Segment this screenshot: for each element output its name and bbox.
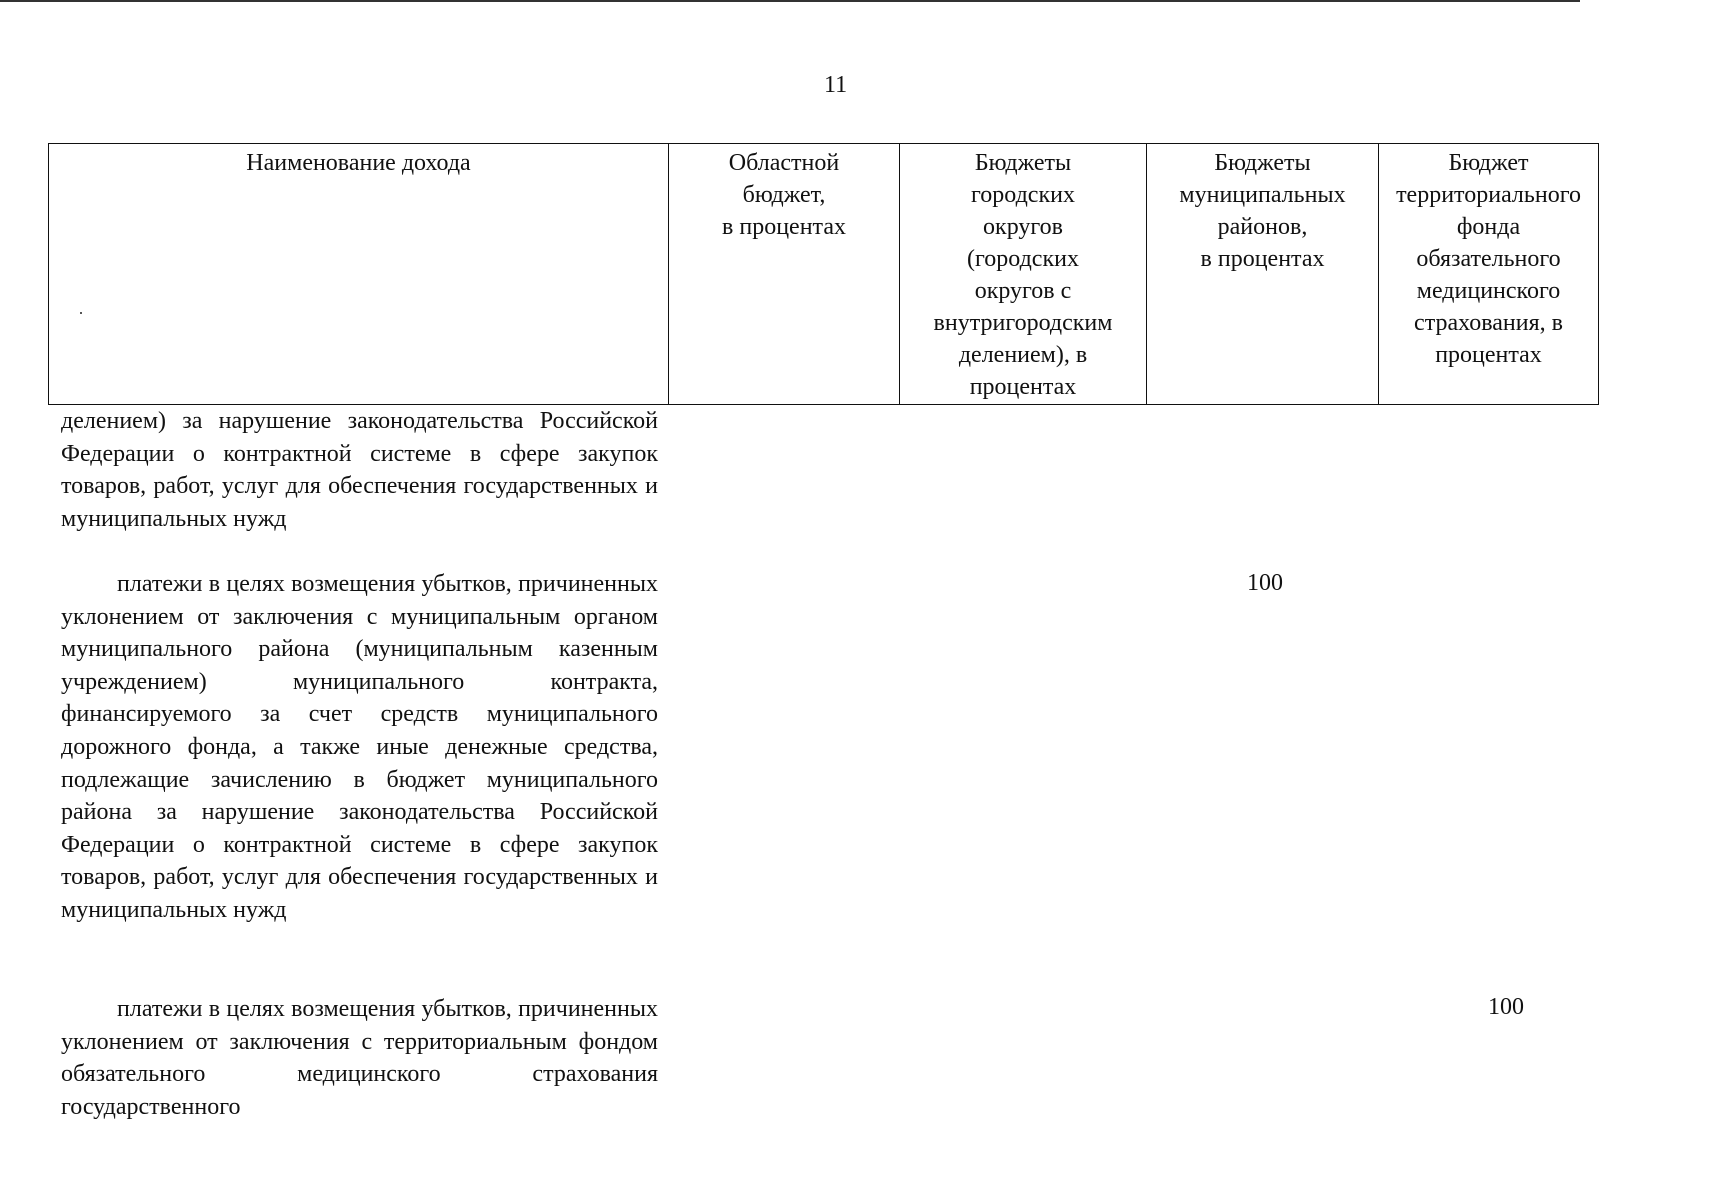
row-1-description: делением) за нарушение законодательства Российской Федерации о контрактной системе в сфере закупок товаров, работ, услуг для обеспечения государственных и муниципальных нужд (61, 408, 658, 532)
row-2-municipal-district-value: 100 (1247, 570, 1283, 596)
header-regional-budget: Областной бюджет, в процентах (669, 144, 900, 405)
page-number: 11 (824, 72, 848, 98)
row-2-description: платежи в целях возмещения убытков, причиненных уклонением от заключения с муниципальным органом муниципального района (муниципальным казенным учреждением) муниципального контракта, финансируемого за счет средств муниципального дорожного фонда, а также иные денежные средства, подлежащие зачислению в бюджет муниципального района за нарушение законодательства Российской Федерации о контрактной системе в сфере закупок товаров, работ, услуг для обеспечения государственных и муниципальных нужд (61, 571, 658, 923)
row-3-description: платежи в целях возмещения убытков, причиненных уклонением от заключения с территориальным фондом обязательного медицинского страхования государственного (61, 996, 658, 1120)
income-distribution-table-header (48, 143, 1599, 405)
row-3-medical-fund-value: 100 (1488, 994, 1524, 1020)
top-border-line (0, 0, 1580, 2)
header-city-district-budgets: Бюджеты городских округов (городских округов с внутригородским делением), в процентах (900, 144, 1147, 405)
header-income-name: Наименование дохода (49, 144, 669, 405)
header-row (49, 144, 1599, 405)
header-medical-insurance-fund-budget: Бюджет территориального фонда обязательного медицинского страхования, в процентах (1379, 144, 1599, 405)
scan-artifact-dot (80, 312, 82, 314)
header-municipal-district-budgets: Бюджеты муниципальных районов, в процентах (1147, 144, 1379, 405)
